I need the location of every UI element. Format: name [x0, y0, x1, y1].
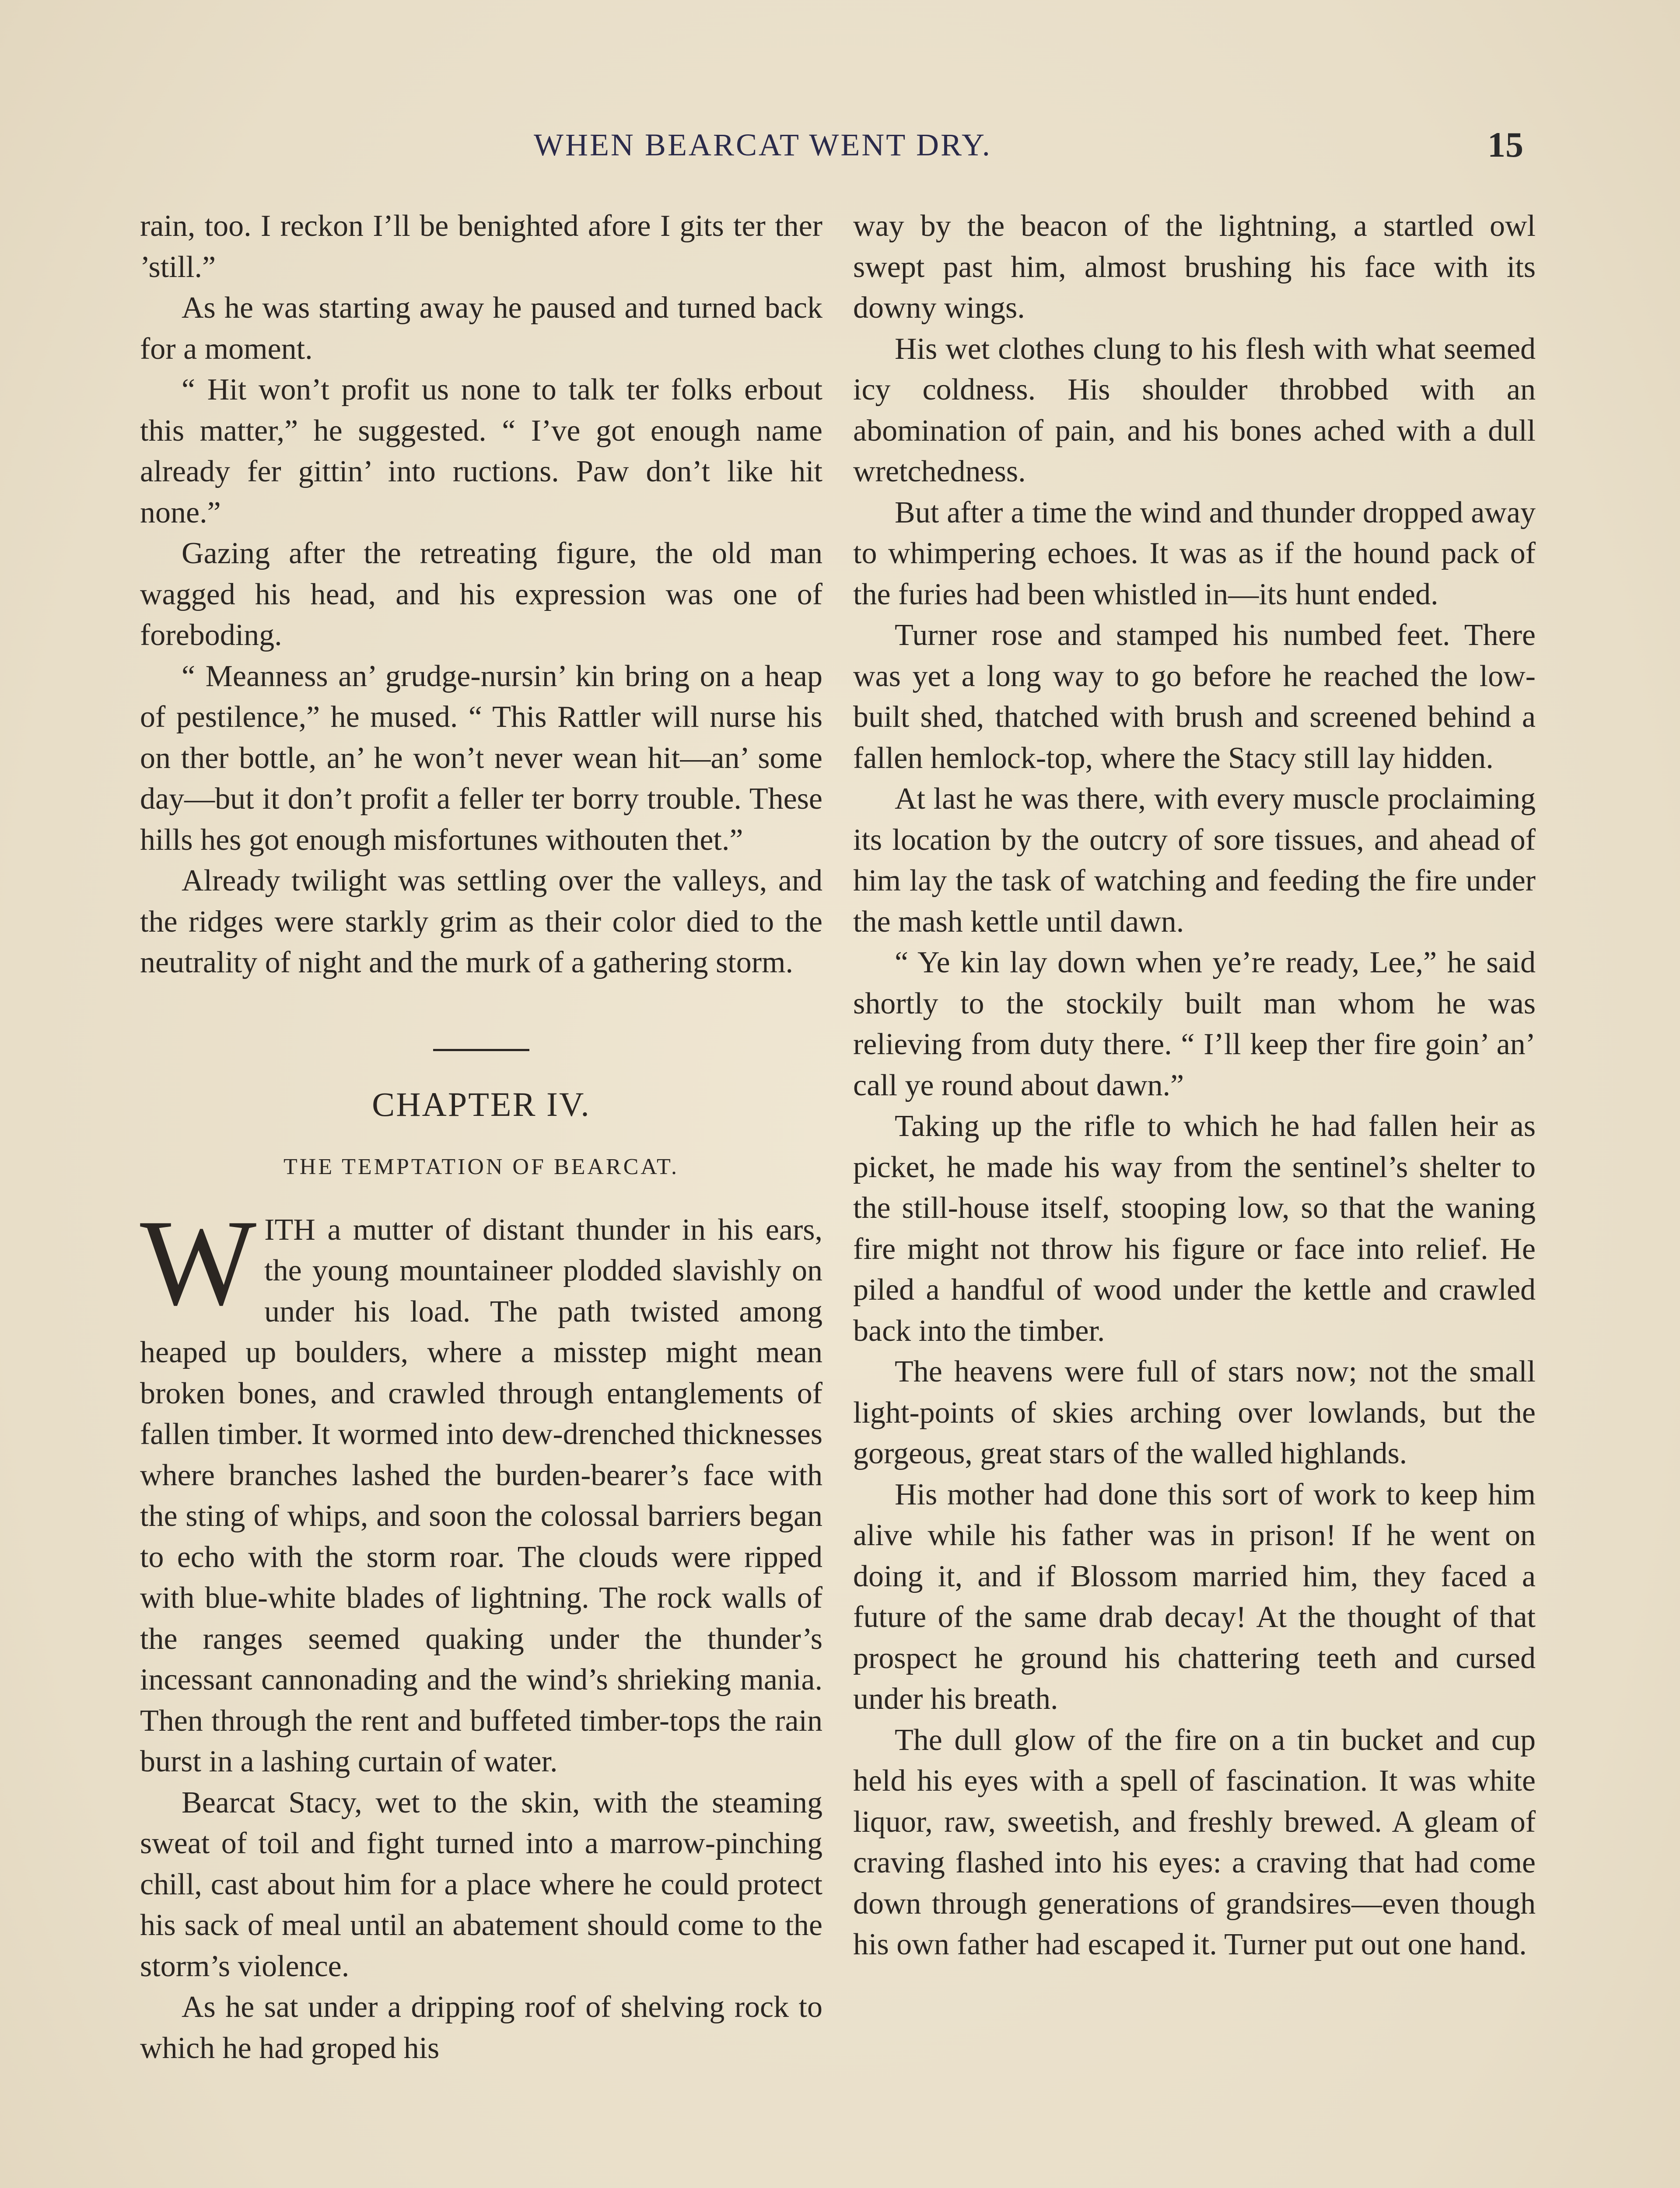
paragraph: way by the beacon of the lightning, a startled owl swept past him, almost brushing his face with its downy wings.: [853, 209, 1536, 325]
chapter-title: THE TEMPTATION OF BEARCAT.: [284, 1154, 679, 1179]
paragraph: rain, too. I reckon I’ll be benighted afore I gits ter ther ’still.”: [140, 209, 822, 284]
left-column: [140, 206, 822, 2069]
dropcap-letter: W: [140, 1194, 257, 1331]
running-title: WHEN BEARCAT WENT DRY.: [534, 127, 992, 162]
paragraph: His wet clothes clung to his flesh with what seemed icy coldness. His shoulder throbbed with an abomination of pain, and his bones ached with a dull wretchedness.: [853, 332, 1536, 488]
paragraph: “ Meanness an’ grudge-nursin’ kin bring on a heap of pestilence,” he mused. “ This Rattler will nurse his on ther bottle, an’ he won’t never wean hit—an’ some day—but it don’t profit a feller ter borry trouble. These hills hes got enough misfortunes withouten thet.”: [140, 659, 822, 857]
paragraph: Taking up the rifle to which he had fallen heir as picket, he made his way from the sentinel’s shelter to the still-house itself, stooping low, so that the waning fire might not throw his figure or face into relief. He piled a handful of wood under the kettle and crawled back into the timber.: [853, 1109, 1536, 1348]
section-divider: [433, 1049, 529, 1051]
paragraph: At last he was there, with every muscle proclaiming its location by the outcry of sore tissues, and ahead of him lay the task of watching and feeding the fire under the mash kettle until dawn.: [853, 782, 1536, 939]
paragraph: “ Ye kin lay down when ye’re ready, Lee,” he said shortly to the stockily built man whom he was relieving from duty there. “ I’ll keep ther fire goin’ an’ call ye round about dawn.”: [853, 946, 1536, 1102]
running-head: [0, 127, 1680, 175]
paragraph: The dull glow of the fire on a tin bucket and cup held his eyes with a spell of fascination. It was white liquor, raw, sweetish, and freshly brewed. A gleam of craving flashed into his eyes: a craving that had come down through generations of grandsires—even though his own father had escaped it. Turner put out one hand.: [853, 1723, 1536, 1961]
paragraph: “ Hit won’t profit us none to talk ter folks erbout this matter,” he suggested. “ I’ve got enough name already fer gittin’ into ructions. Paw don’t like hit none.”: [140, 373, 822, 529]
right-column: [853, 206, 1536, 1965]
paragraph: As he was starting away he paused and turned back for a moment.: [140, 291, 822, 366]
dropcap-paragraph: [140, 1194, 822, 1782]
paragraph: But after a time the wind and thunder dropped away to whimpering echoes. It was as if the hound pack of the furies had been whistled in—its hunt ended.: [853, 495, 1536, 611]
paragraph: Bearcat Stacy, wet to the skin, with the steaming sweat of toil and fight turned into a marrow-pinching chill, cast about him for a place where he could protect his sack of meal until an abatement should come to the storm’s violence.: [140, 1785, 822, 1983]
paragraph: Gazing after the retreating figure, the old man wagged his head, and his expression was one of foreboding.: [140, 536, 822, 652]
paragraph: His mother had done this sort of work to keep him alive while his father was in prison! If he went on doing it, and if Blossom married him, they faced a future of the same drab decay! At the thought of that prospect he ground his chattering teeth and cursed under his breath.: [853, 1477, 1536, 1716]
paragraph: As he sat under a dripping roof of shelving rock to which he had groped his: [140, 1990, 822, 2065]
paragraph: Turner rose and stamped his numbed feet. There was yet a long way to go before he reached the low-built shed, thatched with brush and screened behind a fallen hemlock-top, where the Stacy still lay hidden.: [853, 618, 1536, 775]
paragraph: The heavens were full of stars now; not the small light-points of skies arching over lowlands, but the gorgeous, great stars of the walled highlands.: [853, 1355, 1536, 1470]
chapter-number: CHAPTER IV.: [372, 1085, 591, 1123]
dropcap-paragraph-text: ITH a mutter of distant thunder in his ears, the young mountaineer plodded slavishly on under his load. The path twisted among heaped up boulders, where a misstep might mean broken bones, and crawled through entanglements of fallen timber. It wormed into dew-drenched thicknesses where branches lashed the burden-bearer’s face with the sting of whips, and soon the colossal barriers began to echo with the storm roar. The clouds were ripped with blue-white blades of lightning. The rock walls of the ranges seemed quaking under the thunder’s incessant cannonading and the wind’s shrieking mania. Then through the rent and buffeted timber-tops the rain burst in a lashing curtain of water.: [140, 1213, 822, 1778]
page-number: 15: [1488, 125, 1523, 165]
paragraph: Already twilight was settling over the valleys, and the ridges were starkly grim as their color died to the neutrality of night and the murk of a gathering storm.: [140, 864, 822, 979]
